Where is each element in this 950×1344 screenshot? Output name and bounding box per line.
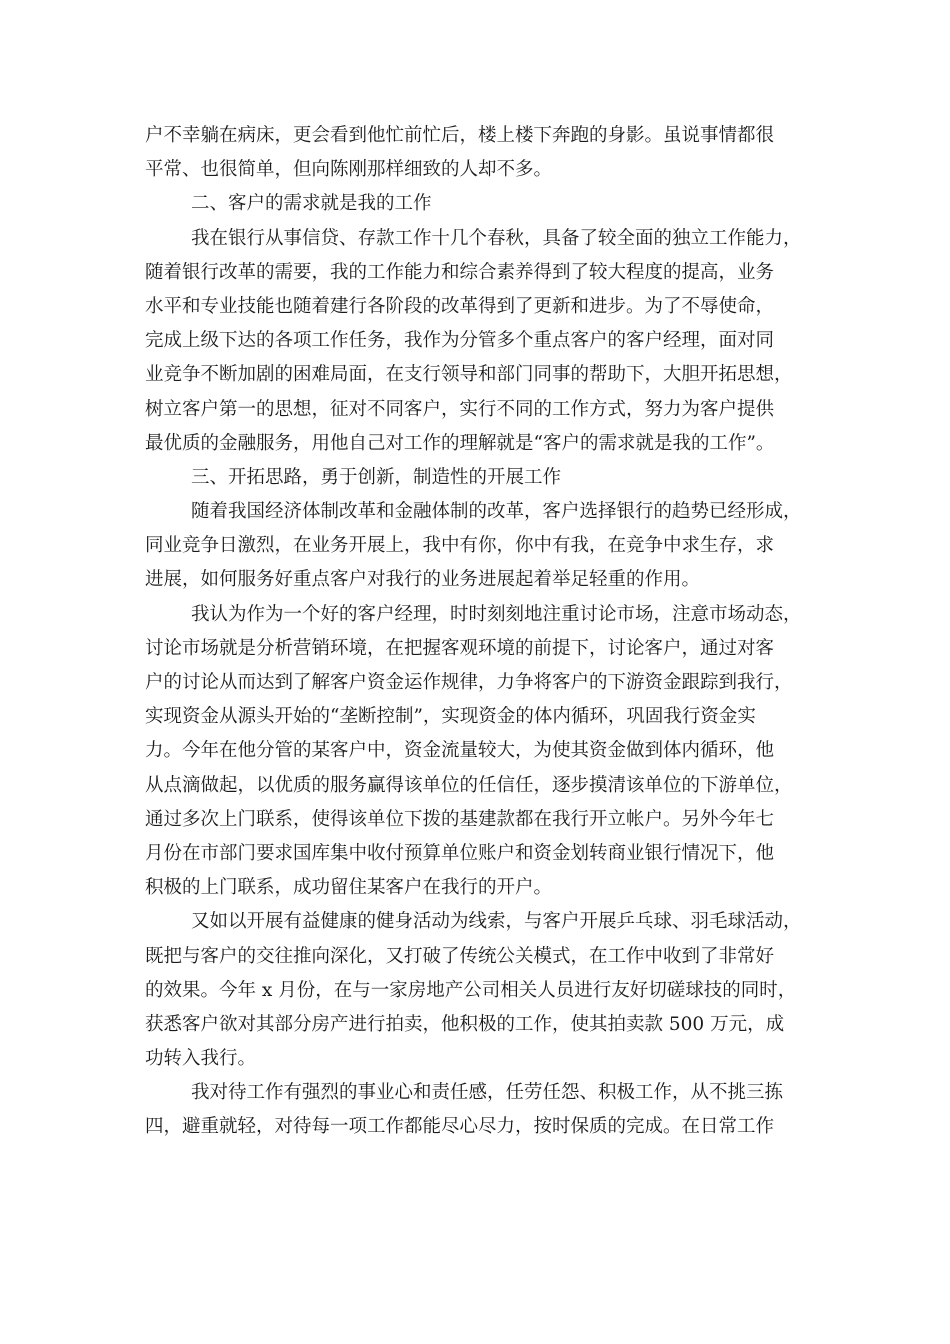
- text-line: 平常、也很简单，但向陈刚那样细致的人却不多。: [145, 159, 553, 181]
- text-line: 我在银行从事信贷、存款工作十几个春秋，具备了较全面的独立工作能力，: [191, 227, 802, 249]
- text-line: 户不幸躺在病床，更会看到他忙前忙后，楼上楼下奔跑的身影。虽说事情都很: [145, 125, 775, 146]
- text-line: 我对待工作有强烈的事业心和责任感，任劳任怨、积极工作，从不挑三拣: [191, 1082, 784, 1104]
- text-line: 实现资金从源头开始的“垄断控制”，实现资金的体内循环，巩固我行资金实: [145, 706, 756, 728]
- text-line: 随着银行改革的需要，我的工作能力和综合素养得到了较大程度的提高，业务: [145, 261, 775, 283]
- text-line: 我认为作为一个好的客户经理，时时刻刻地注重讨论市场，注意市场动态，: [191, 603, 802, 625]
- text-line: 树立客户第一的思想，征对不同客户，实行不同的工作方式，努力为客户提供: [145, 398, 775, 420]
- text-line: 力。今年在他分管的某客户中，资金流量较大，为使其资金做到体内循环，他: [145, 740, 775, 762]
- text-line: 二、客户的需求就是我的工作: [191, 193, 432, 215]
- text-line: 户的讨论从而达到了解客户资金运作规律，力争将客户的下游资金跟踪到我行，: [145, 672, 793, 693]
- text-line: 从点滴做起，以优质的服务赢得该单位的任信任，逐步摸清该单位的下游单位，: [145, 774, 793, 796]
- text-line: 功转入我行。: [145, 1048, 257, 1070]
- text-line: 四，避重就轻，对待每一项工作都能尽心尽力，按时保质的完成。在日常工作: [145, 1116, 775, 1138]
- text-line: 又如以开展有益健康的健身活动为线索，与客户开展乒乓球、羽毛球活动，: [191, 911, 802, 933]
- text-line: 水平和专业技能也随着建行各阶段的改革得到了更新和进步。为了不辱使命，: [145, 295, 775, 317]
- text-line: 获悉客户欲对其部分房产进行拍卖，他积极的工作，使其拍卖款 500 万元，成: [145, 1013, 785, 1035]
- text-line: 通过多次上门联系，使得该单位下拨的基建款都在我行开立帐户。另外今年七: [145, 808, 775, 830]
- document-body: [145, 119, 815, 1145]
- text-line: 既把与客户的交往推向深化，又打破了传统公关模式，在工作中收到了非常好: [145, 945, 775, 967]
- text-line: 同业竞争日激烈，在业务开展上，我中有你，你中有我，在竞争中求生存，求: [145, 535, 775, 557]
- text-line: 讨论市场就是分析营销环境，在把握客观环境的前提下，讨论客户，通过对客: [145, 637, 775, 659]
- text-line: 积极的上门联系，成功留住某客户在我行的开户。: [145, 877, 553, 899]
- text-line: 月份在市部门要求国库集中收付预算单位账户和资金划转商业银行情况下，他: [145, 842, 775, 864]
- text-line: 进展，如何服务好重点客户对我行的业务进展起着举足轻重的作用。: [145, 569, 701, 591]
- text-line: 三、开拓思路，勇于创新，制造性的开展工作: [191, 466, 562, 488]
- text-line: 完成上级下达的各项工作任务，我作为分管多个重点客户的客户经理，面对同: [145, 330, 775, 352]
- text-line: 随着我国经济体制改革和金融体制的改革，客户选择银行的趋势已经形成，: [191, 501, 802, 523]
- text-line: 最优质的金融服务，用他自己对工作的理解就是“客户的需求就是我的工作”。: [145, 432, 775, 454]
- text-line: 业竞争不断加剧的困难局面，在支行领导和部门同事的帮助下，大胆开拓思想，: [145, 364, 793, 386]
- text-line: 的效果。今年 x 月份，在与一家房地产公司相关人员进行友好切磋球技的同时，: [145, 979, 797, 1001]
